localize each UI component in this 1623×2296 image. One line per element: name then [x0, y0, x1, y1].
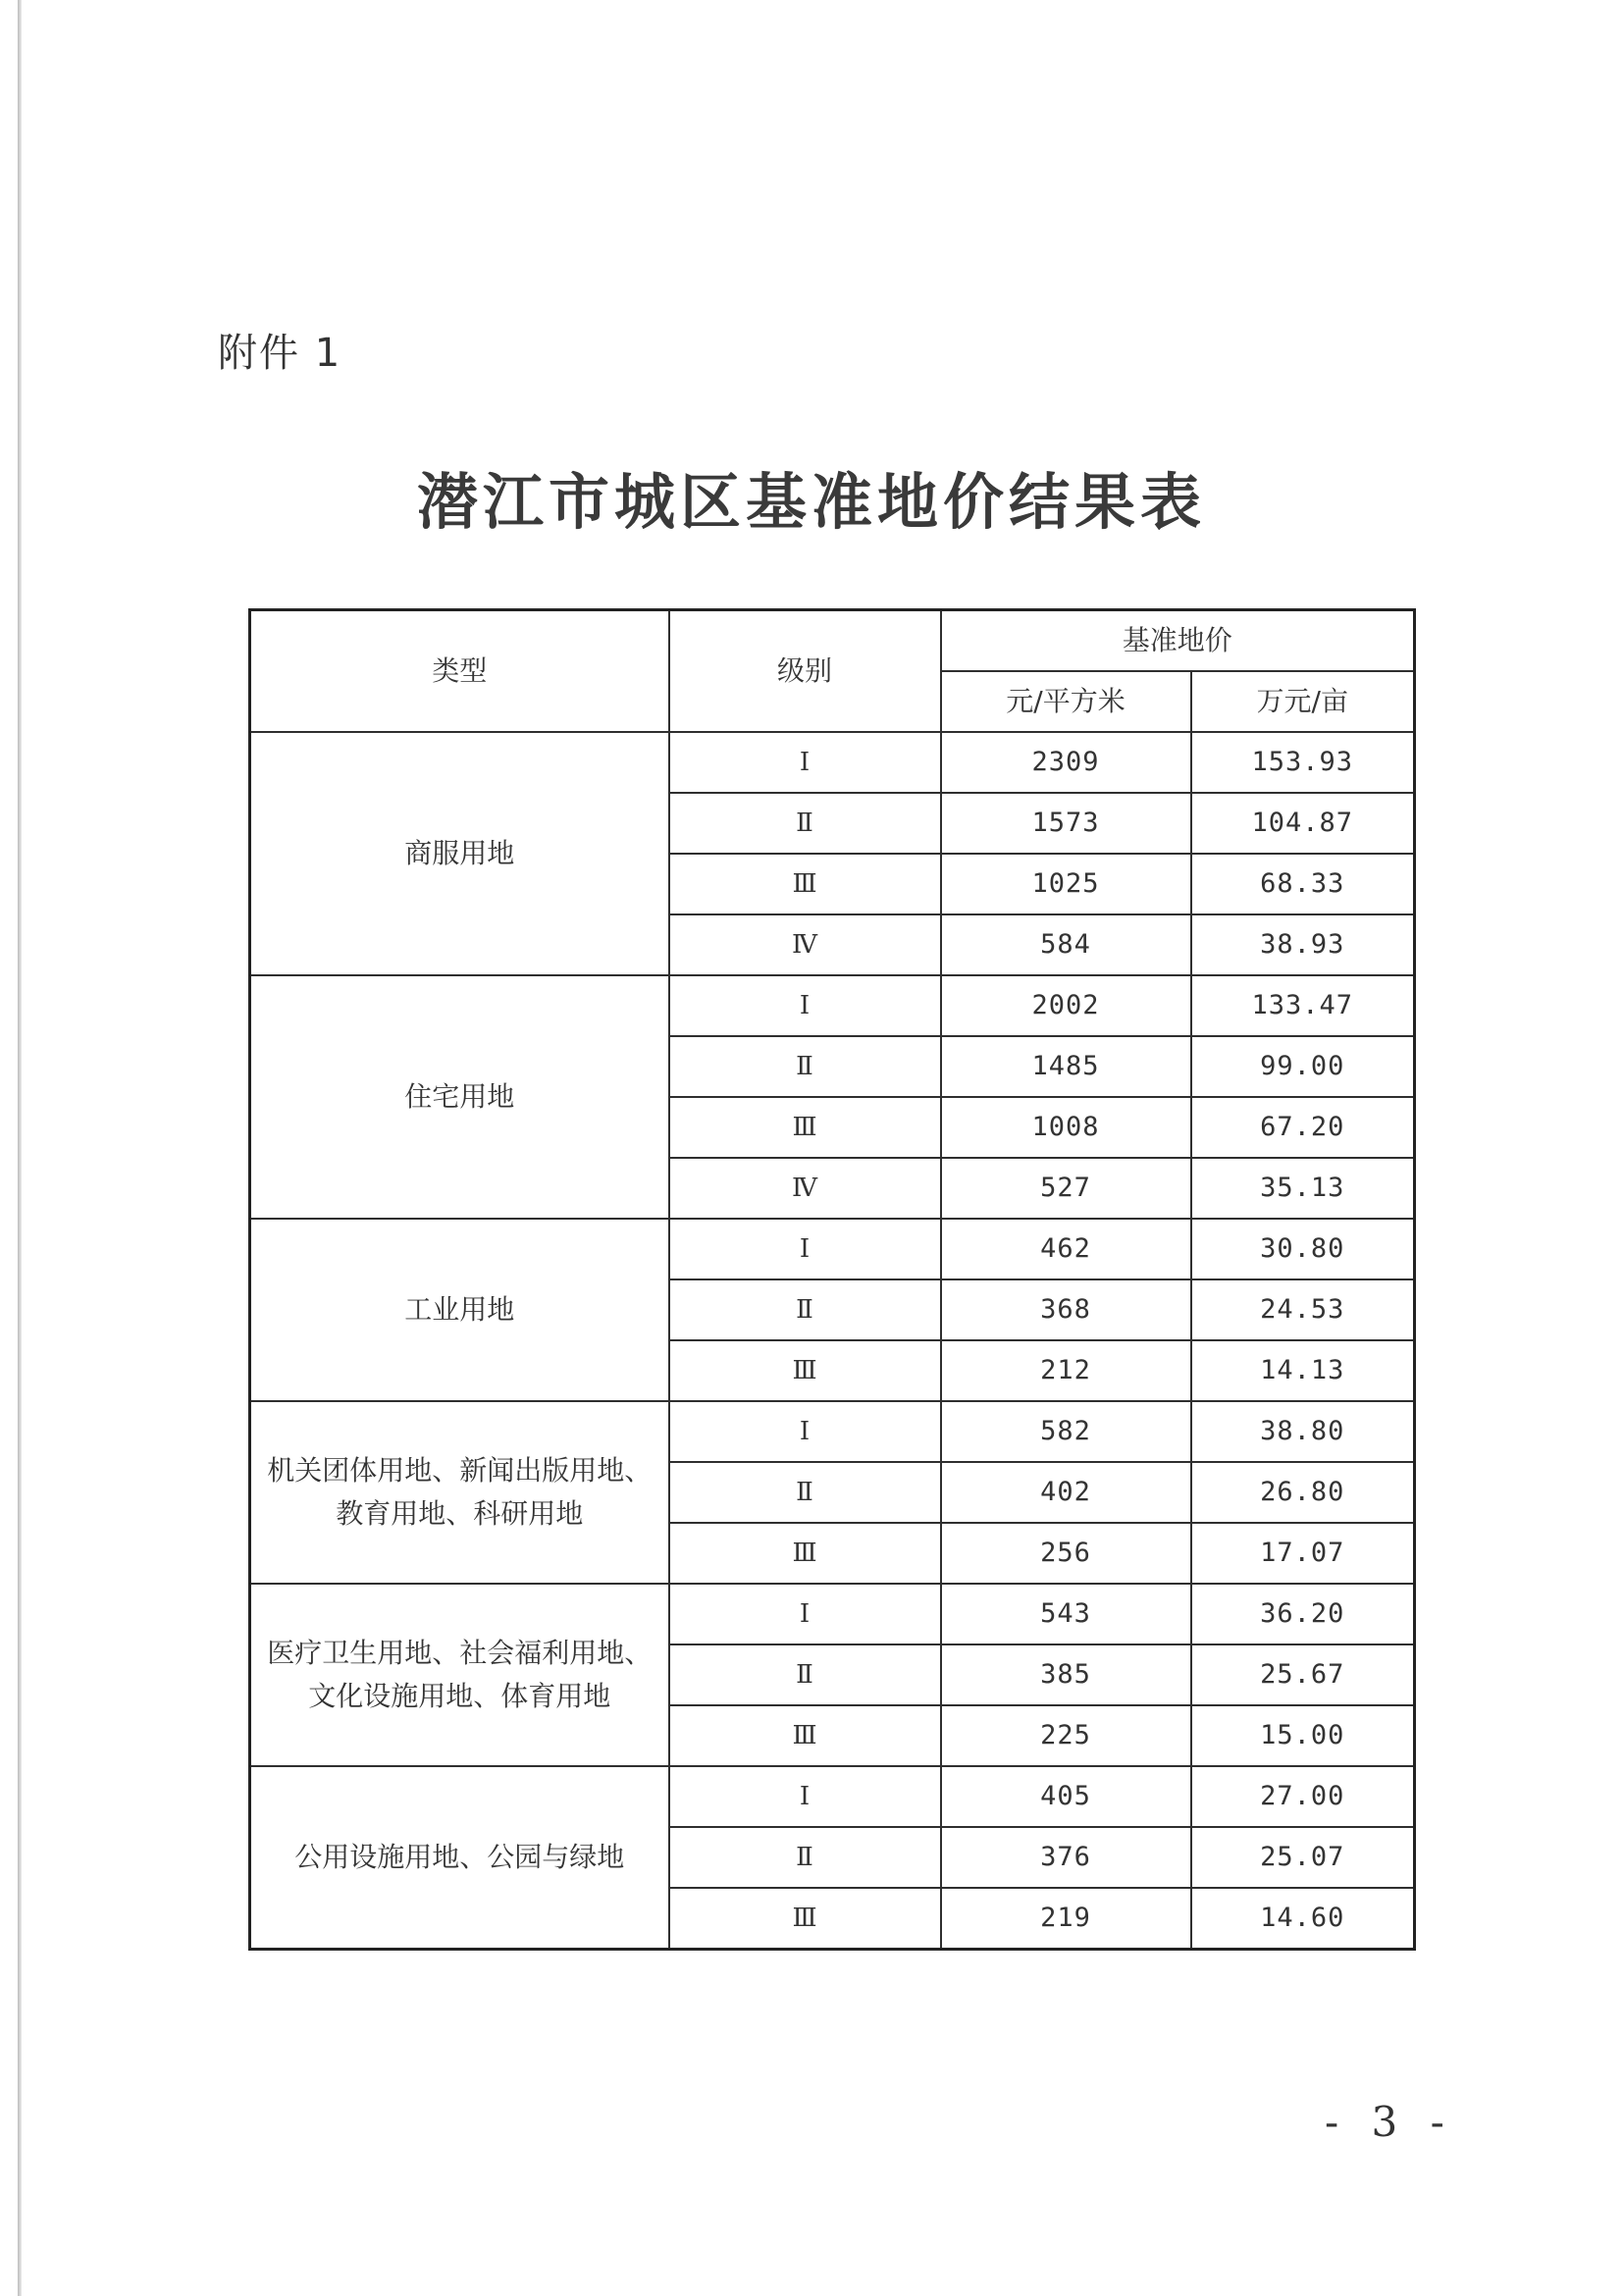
price-sqm-cell: 402	[941, 1462, 1191, 1523]
category-line: 公用设施用地、公园与绿地	[294, 1841, 625, 1873]
price-mu-cell: 26.80	[1191, 1462, 1415, 1523]
category-line: 教育用地、科研用地	[336, 1497, 584, 1530]
table-row	[250, 1219, 1415, 1279]
table-row	[250, 1584, 1415, 1644]
grade-cell: Ⅱ	[669, 1462, 941, 1523]
price-sqm-cell: 584	[941, 914, 1191, 975]
grade-cell: Ⅲ	[669, 1097, 941, 1158]
table-body	[250, 732, 1415, 1950]
category-cell	[250, 732, 669, 975]
price-mu-cell: 38.93	[1191, 914, 1415, 975]
price-sqm-cell: 212	[941, 1340, 1191, 1401]
price-sqm-cell: 582	[941, 1401, 1191, 1462]
price-mu-cell: 35.13	[1191, 1158, 1415, 1219]
price-sqm-cell: 2002	[941, 975, 1191, 1036]
grade-cell: Ⅳ	[669, 1158, 941, 1219]
category-cell	[250, 1219, 669, 1401]
table-row	[250, 975, 1415, 1036]
price-mu-cell: 67.20	[1191, 1097, 1415, 1158]
category-line: 文化设施用地、体育用地	[308, 1680, 611, 1712]
grade-cell: Ⅱ	[669, 1827, 941, 1888]
price-mu-cell: 68.33	[1191, 854, 1415, 914]
grade-cell: Ⅲ	[669, 854, 941, 914]
document-title: 潜江市城区基准地价结果表	[416, 466, 1206, 538]
header-type: 类型	[250, 610, 669, 733]
page-number: - 3 -	[1325, 2098, 1454, 2146]
price-sqm-cell: 225	[941, 1705, 1191, 1766]
attachment-label: 附件 1	[218, 331, 342, 376]
category-cell	[250, 975, 669, 1219]
price-mu-cell: 27.00	[1191, 1766, 1415, 1827]
grade-cell: Ⅳ	[669, 914, 941, 975]
price-sqm-cell: 405	[941, 1766, 1191, 1827]
price-mu-cell: 133.47	[1191, 975, 1415, 1036]
grade-cell: Ⅰ	[669, 1584, 941, 1644]
price-sqm-cell: 219	[941, 1888, 1191, 1950]
price-sqm-cell: 527	[941, 1158, 1191, 1219]
price-mu-cell: 25.07	[1191, 1827, 1415, 1888]
grade-cell: Ⅰ	[669, 1219, 941, 1279]
price-sqm-cell: 385	[941, 1644, 1191, 1705]
grade-cell: Ⅰ	[669, 732, 941, 793]
category-line: 机关团体用地、新闻出版用地、	[267, 1454, 653, 1487]
price-sqm-cell: 462	[941, 1219, 1191, 1279]
grade-cell: Ⅲ	[669, 1888, 941, 1950]
price-mu-cell: 38.80	[1191, 1401, 1415, 1462]
price-mu-cell: 24.53	[1191, 1279, 1415, 1340]
table-row	[250, 1766, 1415, 1827]
grade-cell: Ⅱ	[669, 1279, 941, 1340]
grade-cell: Ⅰ	[669, 1401, 941, 1462]
header-unit-mu: 万元/亩	[1191, 671, 1415, 732]
grade-cell: Ⅱ	[669, 1644, 941, 1705]
price-mu-cell: 104.87	[1191, 793, 1415, 854]
header-grade: 级别	[669, 610, 941, 733]
grade-cell: Ⅱ	[669, 1036, 941, 1097]
land-price-table	[248, 608, 1416, 1951]
category-line: 住宅用地	[404, 1080, 515, 1113]
price-mu-cell: 14.60	[1191, 1888, 1415, 1950]
scan-edge	[18, 0, 22, 2296]
price-sqm-cell: 256	[941, 1523, 1191, 1584]
price-sqm-cell: 368	[941, 1279, 1191, 1340]
price-mu-cell: 14.13	[1191, 1340, 1415, 1401]
category-line: 工业用地	[404, 1293, 515, 1326]
price-sqm-cell: 1485	[941, 1036, 1191, 1097]
price-mu-cell: 99.00	[1191, 1036, 1415, 1097]
price-mu-cell: 30.80	[1191, 1219, 1415, 1279]
grade-cell: Ⅲ	[669, 1523, 941, 1584]
category-cell	[250, 1766, 669, 1950]
header-base-price: 基准地价	[941, 610, 1415, 672]
grade-cell: Ⅰ	[669, 1766, 941, 1827]
price-mu-cell: 15.00	[1191, 1705, 1415, 1766]
category-cell	[250, 1401, 669, 1584]
price-sqm-cell: 376	[941, 1827, 1191, 1888]
grade-cell: Ⅱ	[669, 793, 941, 854]
header-unit-sqm: 元/平方米	[941, 671, 1191, 732]
category-line: 医疗卫生用地、社会福利用地、	[267, 1637, 653, 1669]
price-mu-cell: 153.93	[1191, 732, 1415, 793]
grade-cell: Ⅰ	[669, 975, 941, 1036]
category-cell	[250, 1584, 669, 1766]
price-mu-cell: 17.07	[1191, 1523, 1415, 1584]
grade-cell: Ⅲ	[669, 1705, 941, 1766]
table-row	[250, 732, 1415, 793]
price-sqm-cell: 1025	[941, 854, 1191, 914]
price-mu-cell: 36.20	[1191, 1584, 1415, 1644]
grade-cell: Ⅲ	[669, 1340, 941, 1401]
price-sqm-cell: 543	[941, 1584, 1191, 1644]
price-sqm-cell: 2309	[941, 732, 1191, 793]
category-line: 商服用地	[404, 837, 515, 869]
price-mu-cell: 25.67	[1191, 1644, 1415, 1705]
table-header	[250, 610, 1415, 733]
price-sqm-cell: 1573	[941, 793, 1191, 854]
price-sqm-cell: 1008	[941, 1097, 1191, 1158]
table-row	[250, 1401, 1415, 1462]
